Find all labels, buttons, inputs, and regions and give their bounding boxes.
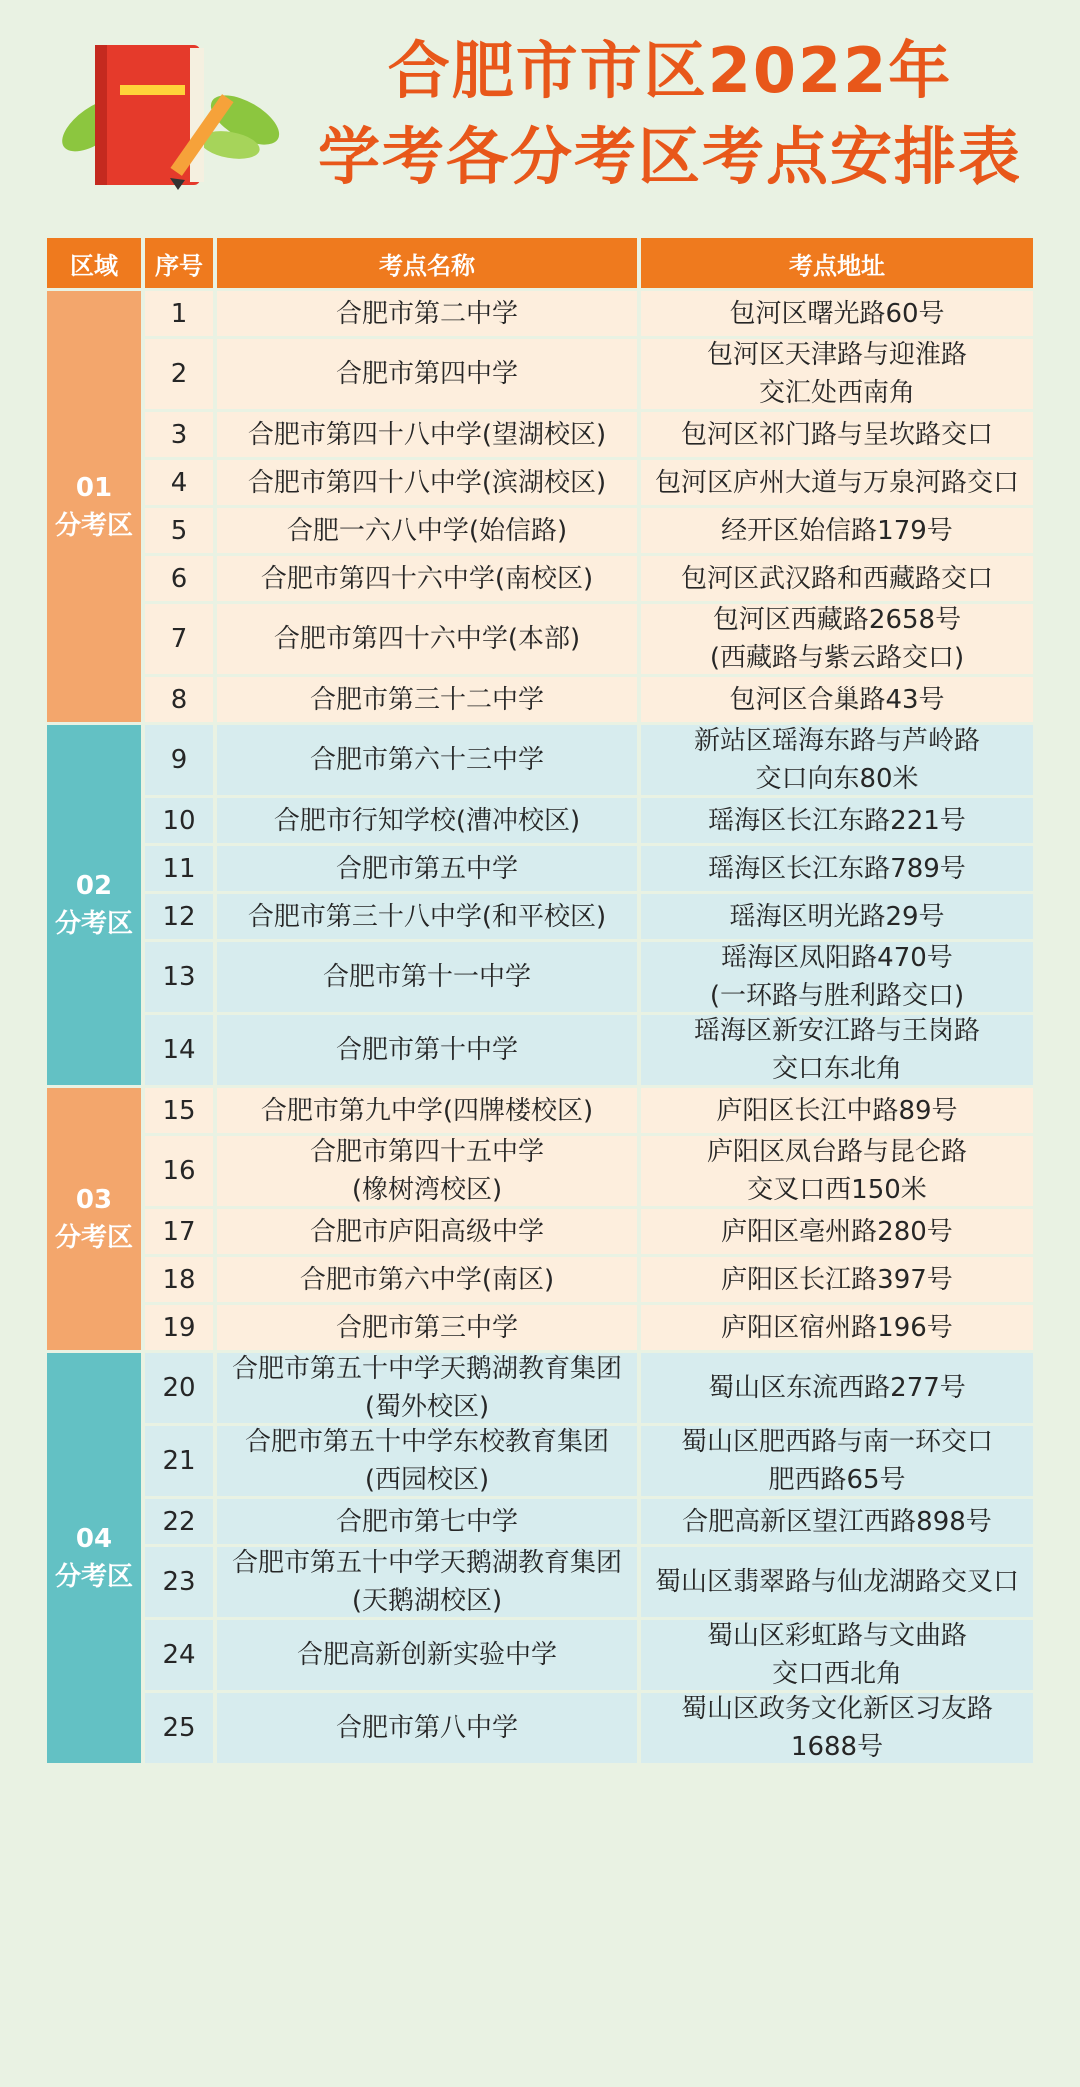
site-address: 新站区瑶海东路与芦岭路 交口向东80米 (641, 725, 1033, 795)
region-cell (47, 1088, 141, 1350)
row-number: 11 (145, 846, 213, 891)
region-code: 04 (75, 1524, 113, 1554)
book-pencil-icon (50, 30, 280, 195)
region-label: 分考区 (54, 909, 133, 939)
site-name: 合肥市第四中学 (217, 339, 637, 409)
region-cell (47, 1353, 141, 1763)
site-address: 包河区庐州大道与万泉河路交口 (641, 460, 1033, 505)
site-name: 合肥高新创新实验中学 (217, 1620, 637, 1690)
region-cell (47, 725, 141, 1085)
site-address: 蜀山区肥西路与南一环交口 肥西路65号 (641, 1426, 1033, 1496)
site-name: 合肥市庐阳高级中学 (217, 1209, 637, 1254)
row-number: 19 (145, 1305, 213, 1350)
header (0, 0, 1080, 215)
site-name: 合肥市第四十五中学 (橡树湾校区) (217, 1136, 637, 1206)
row-number: 5 (145, 508, 213, 553)
site-name: 合肥市第九中学(四牌楼校区) (217, 1088, 637, 1133)
row-number: 12 (145, 894, 213, 939)
site-address: 蜀山区东流西路277号 (641, 1353, 1033, 1423)
site-address: 瑶海区新安江路与王岗路 交口东北角 (641, 1015, 1033, 1085)
site-address: 蜀山区彩虹路与文曲路 交口西北角 (641, 1620, 1033, 1690)
site-name: 合肥市第二中学 (217, 291, 637, 336)
row-number: 18 (145, 1257, 213, 1302)
site-name: 合肥市第三十二中学 (217, 677, 637, 722)
row-number: 17 (145, 1209, 213, 1254)
row-number: 7 (145, 604, 213, 674)
title-line-2: 学考各分考区考点安排表 (317, 120, 1022, 193)
row-number: 6 (145, 556, 213, 601)
site-address: 庐阳区凤台路与昆仑路 交叉口西150米 (641, 1136, 1033, 1206)
region-code: 01 (75, 472, 113, 503)
site-name: 合肥市行知学校(漕冲校区) (217, 798, 637, 843)
site-name: 合肥市第六中学(南区) (217, 1257, 637, 1302)
row-number: 24 (145, 1620, 213, 1690)
region-label: 分考区 (54, 1223, 133, 1253)
site-address: 瑶海区长江东路789号 (641, 846, 1033, 891)
site-address: 瑶海区长江东路221号 (641, 798, 1033, 843)
site-address: 蜀山区翡翠路与仙龙湖路交叉口 (641, 1547, 1033, 1617)
row-number: 21 (145, 1426, 213, 1496)
page-title (280, 28, 1060, 200)
header-cell-site-name: 考点名称 (217, 238, 637, 288)
site-address: 瑶海区明光路29号 (641, 894, 1033, 939)
site-address: 庐阳区长江路397号 (641, 1257, 1033, 1302)
row-number: 22 (145, 1499, 213, 1544)
site-address: 包河区西藏路2658号 (西藏路与紫云路交口) (641, 604, 1033, 674)
row-number: 13 (145, 942, 213, 1012)
site-address: 蜀山区政务文化新区习友路 1688号 (641, 1693, 1033, 1763)
row-number: 9 (145, 725, 213, 795)
row-number: 15 (145, 1088, 213, 1133)
region-cell (47, 291, 141, 722)
row-number: 10 (145, 798, 213, 843)
site-name: 合肥市第五中学 (217, 846, 637, 891)
site-name: 合肥市第五十中学天鹅湖教育集团 (蜀外校区) (217, 1353, 637, 1423)
title-line-1: 合肥市市区2022年 (387, 34, 953, 107)
site-address: 瑶海区凤阳路470号 (一环路与胜利路交口) (641, 942, 1033, 1012)
row-number: 1 (145, 291, 213, 336)
site-name: 合肥市第四十八中学(望湖校区) (217, 412, 637, 457)
region-code: 03 (75, 1185, 113, 1215)
site-address: 包河区武汉路和西藏路交口 (641, 556, 1033, 601)
row-number: 16 (145, 1136, 213, 1206)
site-address: 包河区天津路与迎淮路 交汇处西南角 (641, 339, 1033, 409)
site-name: 合肥市第四十六中学(本部) (217, 604, 637, 674)
region-code: 02 (75, 871, 113, 901)
row-number: 8 (145, 677, 213, 722)
row-number: 25 (145, 1693, 213, 1763)
site-address: 庐阳区长江中路89号 (641, 1088, 1033, 1133)
site-address: 经开区始信路179号 (641, 508, 1033, 553)
site-name: 合肥市第五十中学东校教育集团 (西园校区) (217, 1426, 637, 1496)
row-number: 4 (145, 460, 213, 505)
row-number: 3 (145, 412, 213, 457)
row-number: 23 (145, 1547, 213, 1617)
site-name: 合肥市第七中学 (217, 1499, 637, 1544)
table-grid (47, 238, 1035, 1763)
site-name: 合肥市第八中学 (217, 1693, 637, 1763)
site-address: 包河区祁门路与呈坎路交口 (641, 412, 1033, 457)
site-name: 合肥市第六十三中学 (217, 725, 637, 795)
site-name: 合肥市第五十中学天鹅湖教育集团 (天鹅湖校区) (217, 1547, 637, 1617)
site-name: 合肥市第十中学 (217, 1015, 637, 1085)
header-cell-number: 序号 (145, 238, 213, 288)
site-address: 庐阳区亳州路280号 (641, 1209, 1033, 1254)
site-address: 包河区曙光路60号 (641, 291, 1033, 336)
site-address: 庐阳区宿州路196号 (641, 1305, 1033, 1350)
row-number: 14 (145, 1015, 213, 1085)
region-label: 分考区 (54, 1562, 133, 1592)
site-name: 合肥市第三十八中学(和平校区) (217, 894, 637, 939)
row-number: 20 (145, 1353, 213, 1423)
site-address: 合肥高新区望江西路898号 (641, 1499, 1033, 1544)
site-name: 合肥市第三中学 (217, 1305, 637, 1350)
header-cell-address: 考点地址 (641, 238, 1033, 288)
exam-site-table (47, 238, 1035, 1763)
row-number: 2 (145, 339, 213, 409)
region-label: 分考区 (54, 510, 133, 541)
site-address: 包河区合巢路43号 (641, 677, 1033, 722)
site-name: 合肥市第四十八中学(滨湖校区) (217, 460, 637, 505)
site-name: 合肥一六八中学(始信路) (217, 508, 637, 553)
header-cell-region: 区域 (47, 238, 141, 288)
site-name: 合肥市第十一中学 (217, 942, 637, 1012)
site-name: 合肥市第四十六中学(南校区) (217, 556, 637, 601)
